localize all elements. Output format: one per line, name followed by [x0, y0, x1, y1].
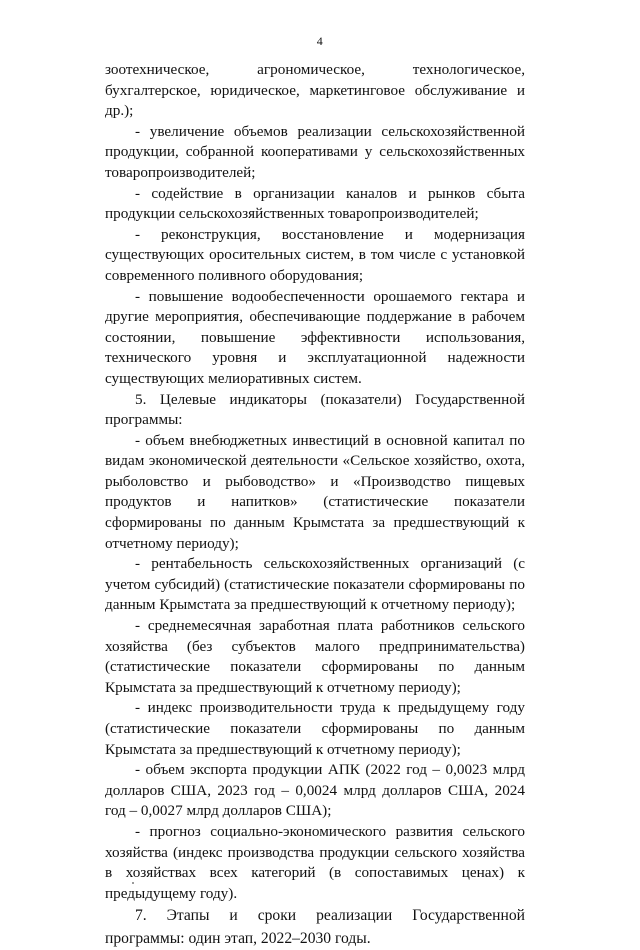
- paragraph-sales-channels: - содействие в организации каналов и рынков сбыта продукции сельскохозяйственных товаропроизводителей;: [105, 184, 525, 223]
- page-number: 4: [316, 34, 324, 48]
- paragraph-indicator-productivity: - индекс производительности труда к предыдущему году (статистические показатели сформированы по данным Крымстата за предшествующий к отчетному периоду);: [105, 699, 525, 758]
- paragraph-indicator-export: - объем экспорта продукции АПК (2022 год – 0,0023 млрд долларов США, 2023 год – 0,0024 млрд долларов США, 2024 год – 0,0027 млрд долларов США);: [105, 761, 525, 820]
- paragraph-indicator-profitability: - рентабельность сельскохозяйственных организаций (с учетом субсидий) (статистические показатели сформированы по данным Крымстата за предшествующий к отчетному периоду);: [105, 555, 525, 614]
- paragraph-services-continuation: зоотехническое, агрономическое, технологическое, бухгалтерское, юридическое, маркетинговое обслуживание и др.);: [105, 61, 525, 120]
- paragraph-indicator-investments: - объем внебюджетных инвестиций в основной капитал по видам экономической деятельности «Сельское хозяйство, охота, рыболовство и рыбоводство» и «Производство пищевых продуктов и напитков» (статистические показатели сформированы по данным Крымстата за предшествующий к отчетному периоду);: [105, 431, 525, 552]
- document-body: [105, 60, 525, 950]
- paragraph-water-supply: - повышение водообеспеченности орошаемого гектара и другие мероприятия, обеспечивающие поддержание в рабочем состоянии, повышение эффективности использования, технического уровня и эксплуатационной надежности существующих мелиоративных систем.: [105, 287, 525, 387]
- paragraph-section-5-heading: 5. Целевые индикаторы (показатели) Государственной программы:: [105, 390, 525, 429]
- paragraph-section-7-stages: 7. Этапы и сроки реализации Государственной программы: один этап, 2022–2030 годы.: [105, 907, 525, 948]
- scan-speck: [132, 882, 134, 884]
- paragraph-irrigation-reconstruction: - реконструкция, восстановление и модернизация существующих оросительных систем, в том числе с установкой современного поливного оборудования;: [105, 225, 525, 284]
- paragraph-sales-volume: - увеличение объемов реализации сельскохозяйственной продукции, собранной кооперативами у сельскохозяйственных товаропроизводителей;: [105, 122, 525, 181]
- paragraph-indicator-wages: - среднемесячная заработная плата работников сельского хозяйства (без субъектов малого предпринимательства) (статистические показатели сформированы по данным Крымстата за предшествующий к отчетному периоду);: [105, 617, 525, 696]
- paragraph-indicator-forecast: - прогноз социально-экономического развития сельского хозяйства (индекс производства продукции сельского хозяйства в хозяйствах всех категорий (в сопоставимых ценах) к предыдущему году).: [105, 822, 525, 902]
